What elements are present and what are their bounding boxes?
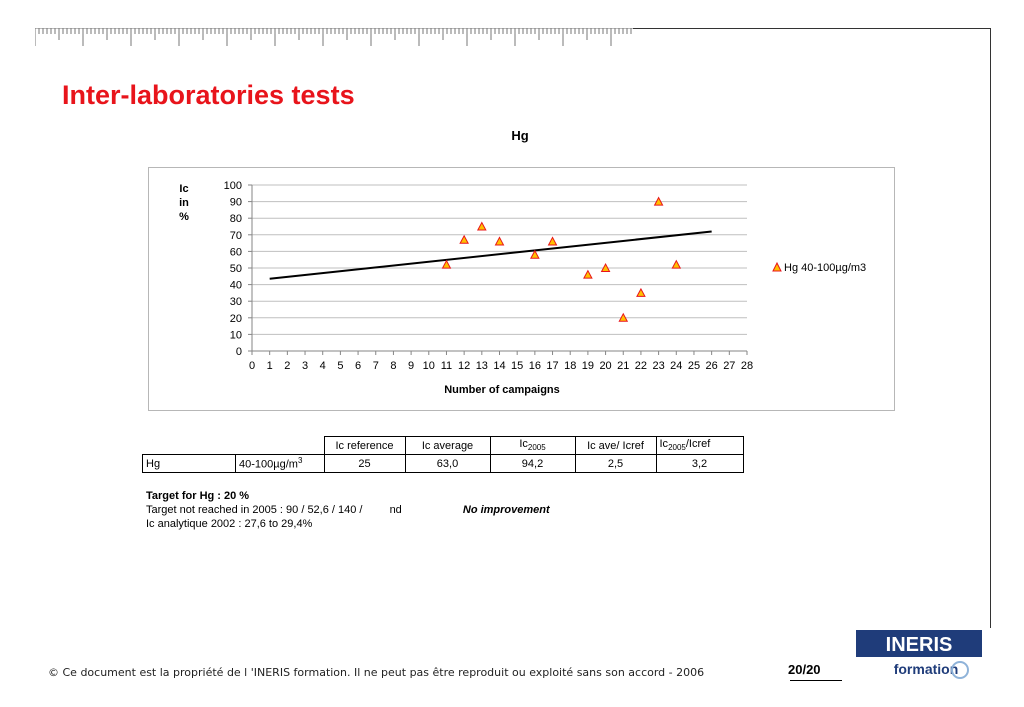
legend-label: Hg 40-100µg/m3 — [784, 262, 867, 274]
right-border-line — [990, 28, 991, 628]
cell-parameter: Hg — [143, 455, 236, 473]
x-tick-label: 23 — [652, 360, 665, 372]
y-axis-title-line: % — [179, 211, 189, 223]
x-tick-label: 22 — [634, 360, 648, 372]
data-point-triangle — [442, 261, 450, 269]
target-not-reached-note: Target not reached in 2005 : 90 / 52,6 / 140 / nd No improvement — [146, 504, 550, 516]
y-tick-label: 50 — [229, 263, 242, 275]
x-tick-label: 11 — [440, 360, 453, 372]
slide-title: Inter-laboratories tests — [62, 80, 355, 110]
legend — [773, 262, 866, 274]
y-tick-label: 0 — [235, 346, 242, 358]
header-ic-reference: Ic reference — [324, 437, 405, 455]
top-border-line — [633, 28, 991, 29]
header-ic-ave-icref: Ic ave/ Icref — [575, 437, 656, 455]
y-axis-title-line: in — [179, 197, 189, 209]
cell-ic-ave-icref: 2,5 — [575, 455, 656, 473]
data-point-triangle — [584, 271, 592, 279]
y-tick-label: 40 — [229, 279, 242, 292]
x-axis-title: Number of campaigns — [444, 384, 560, 396]
y-tick-label: 60 — [229, 246, 242, 259]
x-tick-label: 27 — [723, 360, 736, 372]
x-tick-label: 3 — [301, 360, 309, 372]
ruler-decoration — [35, 28, 633, 46]
x-tick-label: 26 — [705, 360, 718, 372]
x-tick-label: 18 — [564, 360, 577, 372]
x-tick-label: 14 — [493, 360, 506, 372]
x-tick-label: 8 — [390, 360, 397, 372]
x-tick-label: 19 — [581, 360, 595, 372]
data-point-triangle — [478, 223, 486, 231]
x-tick-label: 10 — [422, 360, 435, 372]
x-tick-label: 4 — [319, 360, 326, 372]
conclusion-text: No improvement — [462, 504, 550, 516]
data-point-triangle — [496, 237, 504, 245]
x-tick-label: 9 — [408, 360, 415, 372]
data-point-triangle — [637, 289, 645, 297]
x-tick-label: 20 — [599, 360, 612, 372]
x-tick-label: 7 — [372, 360, 379, 372]
trendline — [270, 231, 712, 278]
cell-range: $40-100\mu g/m^3$ — [236, 455, 325, 473]
y-tick-label: 10 — [229, 329, 242, 342]
x-tick-label: 12 — [458, 360, 471, 372]
scatter-chart — [148, 167, 895, 411]
x-tick-label: 24 — [670, 360, 683, 372]
ineris-logo — [856, 630, 982, 682]
x-tick-label: 2 — [284, 360, 291, 372]
x-tick-label: 5 — [337, 360, 344, 372]
footer-underline — [790, 680, 842, 681]
data-point-triangle — [672, 261, 680, 269]
y-tick-label: 20 — [229, 312, 242, 325]
x-tick-label: 21 — [617, 360, 630, 372]
ic-analytique-note: Ic analytique 2002 : 27,6 to 29,4% — [146, 518, 313, 530]
page-number: 20/20 — [788, 662, 821, 677]
y-tick-label: 70 — [229, 229, 242, 242]
cell-ic-average: 63,0 — [405, 455, 490, 473]
x-tick-label: 6 — [355, 360, 362, 372]
cell-ic-2005: 94,2 — [490, 455, 575, 473]
x-tick-label: 16 — [528, 360, 541, 372]
header-ic-average: Ic average — [405, 437, 490, 455]
cell-ic2005-icref: 3,2 — [656, 455, 743, 473]
y-tick-label: 30 — [229, 296, 242, 309]
data-point-triangle — [549, 237, 557, 245]
svg-text:INERIS: INERIS — [885, 634, 953, 656]
x-tick-label: 1 — [266, 360, 273, 372]
chart-title: Hg — [511, 128, 529, 143]
cell-ic-reference: 25 — [324, 455, 405, 473]
copyright-footer: © Ce document est la propriété de l 'INERIS formation. Il ne peut pas être reproduit ou exploité sans son accord - 2006 — [48, 666, 705, 679]
target-note: Target for Hg : 20 % — [146, 490, 250, 502]
x-tick-label: 13 — [475, 360, 488, 372]
notes-block — [146, 489, 550, 531]
header-ic-2005: $Ic_{2005}$ — [490, 437, 575, 455]
svg-text:formation: formation — [893, 661, 959, 677]
legend-triangle-marker — [773, 263, 781, 271]
table-row — [143, 455, 744, 473]
x-tick-label: 28 — [740, 360, 754, 372]
x-tick-label: 15 — [511, 360, 524, 372]
y-axis-title-line: Ic — [179, 183, 189, 195]
table-header-row — [143, 437, 744, 455]
x-tick-label: 0 — [248, 360, 256, 372]
x-tick-label: 25 — [687, 360, 701, 372]
data-point-triangle — [460, 236, 468, 244]
y-tick-label: 80 — [229, 213, 242, 226]
header-ic2005-icref: $Ic_{2005}$/Icref — [656, 437, 743, 455]
results-table — [142, 436, 744, 473]
y-tick-label: 90 — [229, 196, 242, 209]
y-tick-label: 100 — [223, 180, 242, 192]
x-tick-label: 17 — [546, 360, 559, 372]
